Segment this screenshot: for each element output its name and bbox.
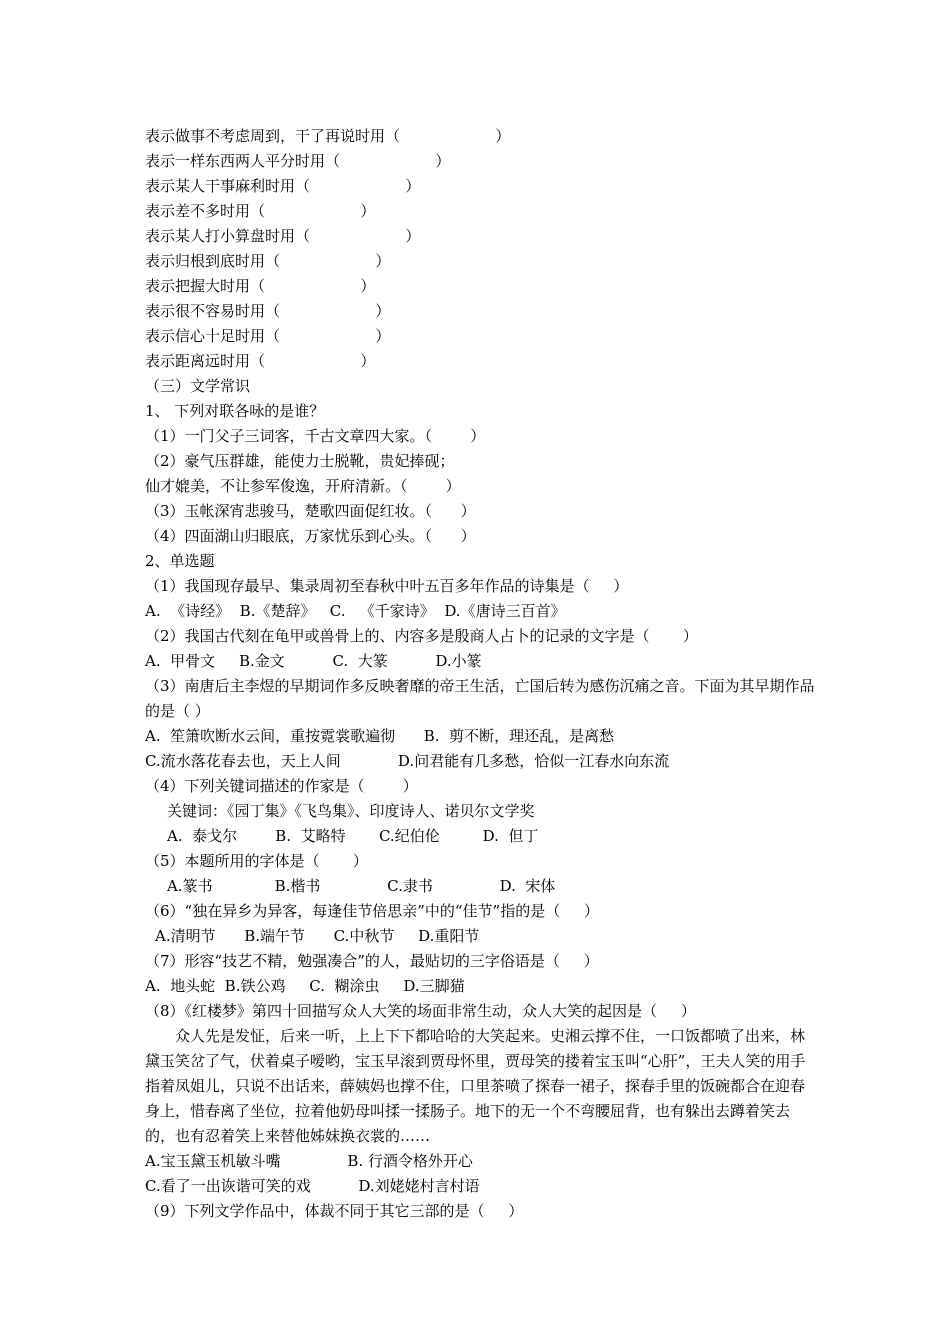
question-stem: （4）下列关键词描述的作家是（ ） — [145, 777, 418, 795]
question-options: A. 笙箫吹断水云间，重按霓裳歌遍彻 B. 剪不断，理还乱，是离愁 — [145, 727, 615, 745]
question-stem: （8）《红楼梦》第四十回描写众人大笑的场面非常生动，众人大笑的起因是（ ） — [145, 1002, 696, 1020]
couplet-item: （4）四面湖山归眼底，万家忧乐到心头。（ ） — [145, 527, 476, 545]
couplet-item: 仙才媲美，不让参军俊逸，开府清新。（ ） — [145, 477, 461, 495]
question-stem: （1）我国现存最早、集录周初至春秋中叶五百多年作品的诗集是（ ） — [145, 577, 629, 595]
question-stem: （5）本题所用的字体是（ ） — [145, 852, 368, 870]
question-options: A.宝玉黛玉机敏斗嘴 B. 行酒令格外开心 — [145, 1152, 473, 1170]
question-options: A. 甲骨文 B.金文 C. 大篆 D.小篆 — [145, 652, 482, 670]
question-options: A. 地头蛇 B.铁公鸡 C. 糊涂虫 D.三脚猫 — [145, 977, 465, 995]
question-options: A.篆书 B.楷书 C.隶书 D. 宋体 — [167, 877, 556, 895]
question-stem: （6）“独在异乡为异客，每逢佳节倍思亲”中的“佳节”指的是（ ） — [145, 902, 600, 920]
idiom-question: 表示距离远时用（ ） — [145, 352, 376, 370]
idiom-question: 表示归根到底时用（ ） — [145, 252, 391, 270]
idiom-question: 表示某人打小算盘时用（ ） — [145, 227, 421, 245]
question-options: A. 泰戈尔 B. 艾略特 C.纪伯伦 D. 但丁 — [167, 827, 539, 845]
question-options: C.看了一出诙谐可笑的戏 D.刘姥姥村言村语 — [145, 1177, 480, 1195]
question-passage: 众人先是发怔，后来一听，上上下下都哈哈的大笑起来。史湘云撑不住，一口饭都喷了出来，林黛玉笑岔了气，伏着桌子嗳哟，宝玉早滚到贾母怀里，贾母笑的搂着宝玉叫“心肝”，王夫人笑的用手指着凤姐儿，只说不出话来，薛姨妈也撑不住，口里茶喷了探春一裙子，探春手里的饭碗都合在迎春身上，惜春离了坐位，拉着他奶母叫揉一揉肠子。地下的无一个不弯腰屈背，也有躲出去蹲着笑去的，也有忍着笑上来替他姊妹换衣裳的…… — [145, 1027, 806, 1145]
question-title: 1、 下列对联各咏的是谁？ — [145, 402, 325, 420]
question-stem: （3）南唐后主李煜的早期词作多反映奢靡的帝王生活，亡国后转为感伤沉痛之音。下面为其早期作品的是（ ） — [145, 677, 815, 720]
question-options: A. 《诗经》 B.《楚辞》 C. 《千家诗》 D.《唐诗三百首》 — [145, 602, 566, 620]
question-options: C.流水落花春去也，天上人间 D.问君能有几多愁，恰似一江春水向东流 — [145, 752, 670, 770]
question-title: 2、单选题 — [145, 552, 215, 570]
idiom-question: 表示很不容易时用（ ） — [145, 302, 391, 320]
question-options: A.清明节 B.端午节 C.中秋节 D.重阳节 — [155, 927, 480, 945]
document-body — [145, 124, 815, 1224]
idiom-question: 表示某人干事麻利时用（ ） — [145, 177, 421, 195]
idiom-question: 表示差不多时用（ ） — [145, 202, 376, 220]
idiom-question: 表示信心十足时用（ ） — [145, 327, 391, 345]
section-title: （三）文学常识 — [145, 377, 251, 395]
couplet-item: （1）一门父子三词客，千古文章四大家。（ ） — [145, 427, 486, 445]
question-stem: （7）形容“技艺不精，勉强凑合”的人，最贴切的三字俗语是（ ） — [145, 952, 599, 970]
question-keywords: 关键词：《园丁集》《飞鸟集》、印度诗人、诺贝尔文学奖 — [167, 802, 535, 820]
idiom-question: 表示做事不考虑周到，干了再说时用（ ） — [145, 127, 511, 145]
couplet-item: （3）玉帐深宵悲骏马，楚歌四面促红妆。（ ） — [145, 502, 476, 520]
idiom-question: 表示一样东西两人平分时用（ ） — [145, 152, 451, 170]
idiom-question: 表示把握大时用（ ） — [145, 277, 376, 295]
question-stem: （2）我国古代刻在龟甲或兽骨上的、内容多是殷商人占卜的记录的文字是（ ） — [145, 627, 698, 645]
question-stem: （9）下列文学作品中，体裁不同于其它三部的是（ ） — [145, 1202, 524, 1220]
couplet-item: （2）豪气压群雄，能使力士脱靴，贵妃捧砚； — [145, 452, 455, 470]
